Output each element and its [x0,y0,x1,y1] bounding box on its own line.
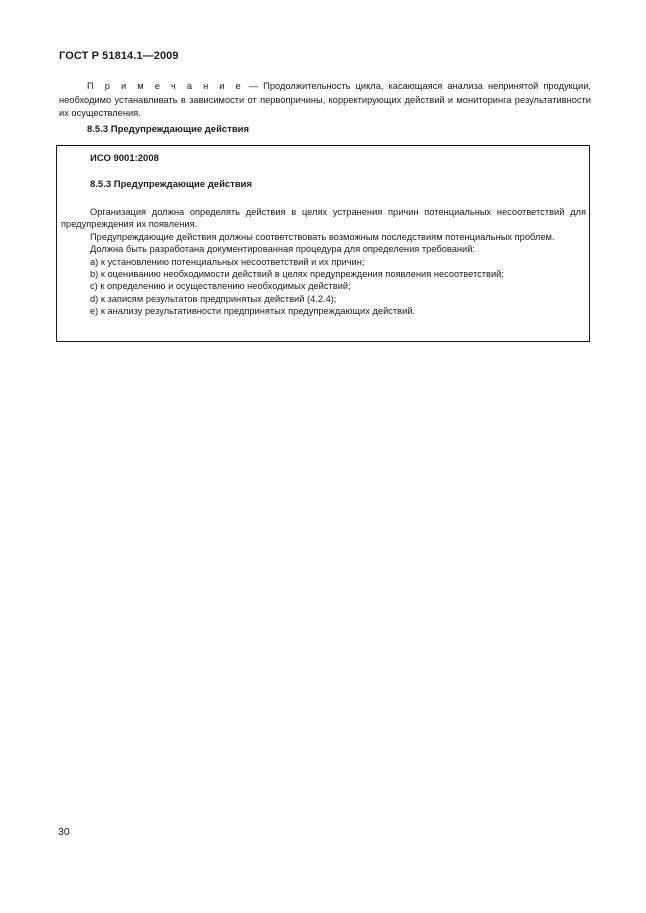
iso-box-subheading: 8.5.3 Предупреждающие действия [90,179,253,190]
page-number: 30 [58,826,70,838]
list-item: e) к анализу результативности предпринятых предупреждающих действий. [90,306,416,317]
note-text: Продолжительность цикла, касающаяся анализа непринятой продукции, необходимо устанавливать в зависимости от первопричины, корректирующих действий и мониторинга результативности их осуществления. [59,81,592,118]
note-paragraph [59,80,591,121]
note-dash: — [243,81,264,91]
section-heading: 8.5.3 Предупреждающие действия [87,124,250,135]
iso-box-title: ИСО 9001:2008 [90,153,159,164]
document-header-standard-id: ГОСТ Р 51814.1—2009 [59,50,179,62]
list-item: a) к установлению потенциальных несоответствий и их причин; [90,256,365,267]
iso-paragraph-2: Предупреждающие действия должны соответствовать возможным последствиям потенциальных проблем. [90,231,555,242]
iso-quote-box [56,145,590,342]
iso-requirements-list [61,256,586,318]
note-block [59,80,591,121]
note-label: П р и м е ч а н и е [87,81,244,91]
iso-paragraph-3: Должна быть разработана документированная процедура для определения требований: [90,244,475,255]
list-item: d) к записям результатов предпринятых действий (4.2.4); [90,293,337,304]
iso-paragraph-1: Организация должна определять действия в целях устранения причин потенциальных несоответствий для предупреждения их появления. [61,207,586,230]
list-item: c) к определению и осуществлению необходимых действий; [90,281,351,292]
list-item: b) к оцениванию необходимости действий в целях предупреждения появления несоответствий; [90,269,504,280]
iso-box-body [61,206,586,318]
